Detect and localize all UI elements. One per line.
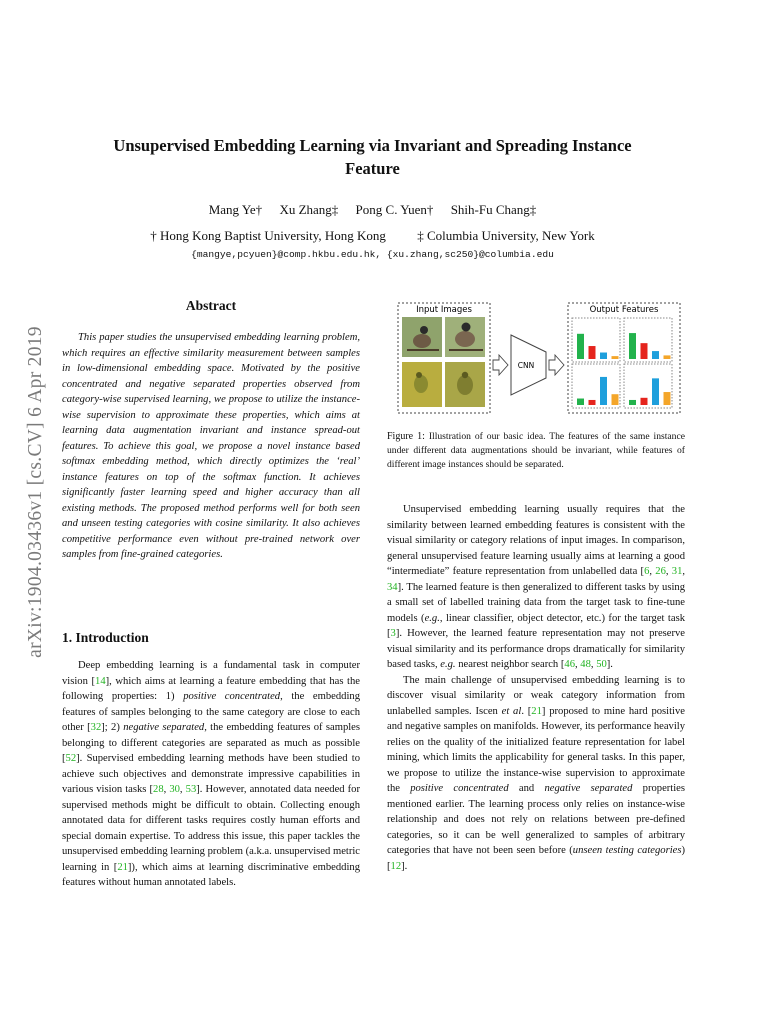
- affiliation: † Hong Kong Baptist University, Hong Kong: [150, 228, 386, 243]
- citation-link[interactable]: 26: [655, 566, 666, 577]
- bird-image-4: [445, 362, 485, 407]
- figure-1-caption: [387, 430, 685, 472]
- paper-title: Unsupervised Embedding Learning via Invariant and Spreading Instance Feature: [113, 136, 632, 178]
- citation-link[interactable]: 21: [117, 861, 128, 873]
- emphasis-text: e.g.: [424, 612, 440, 624]
- feature-bar: [629, 333, 636, 359]
- citation-link[interactable]: 52: [65, 753, 77, 764]
- feature-bar: [641, 343, 648, 359]
- emphasis-text: positive concentrated: [183, 691, 281, 702]
- feature-bar: [612, 356, 619, 359]
- feature-bar: [612, 394, 619, 405]
- cnn-label: CNN: [517, 361, 535, 370]
- bird-image-1: [402, 317, 442, 357]
- citation-link[interactable]: 32: [90, 722, 102, 733]
- feature-bar: [589, 346, 596, 359]
- arrow-right-icon: [549, 355, 564, 375]
- right-column-body: [387, 502, 685, 874]
- feature-bar: [641, 398, 648, 405]
- emphasis-text: unseen testing categories: [572, 845, 682, 856]
- citation-link[interactable]: 53: [185, 784, 197, 795]
- caption-text: Illustration of our basic idea. The features of the same instance under different data augmentations should be invariant, while features of different image instances should be separated.: [387, 431, 685, 470]
- arxiv-id: arXiv:1904.03436v1 [cs.CV] 6 Apr 2019: [25, 326, 46, 658]
- emphasis-text: positive concentrated: [410, 783, 509, 794]
- feature-panels: [572, 318, 672, 408]
- emphasis-text: e.g.: [440, 659, 456, 670]
- figure-1-diagram: [395, 300, 685, 418]
- citation-link[interactable]: 12: [390, 860, 402, 872]
- feature-bar: [577, 399, 584, 405]
- bird-image-3: [402, 362, 442, 407]
- citation-link[interactable]: 50: [596, 659, 607, 670]
- citation-link[interactable]: 48: [580, 659, 591, 670]
- feature-bar: [664, 355, 671, 359]
- citation-link[interactable]: 28: [153, 784, 164, 795]
- right-paragraph-1: Unsupervised embedding learning usually requires that the similarity between learned embedding features is consistent with the visual similarity or category relations of input images. In comparison, general unsupervised feature learning usually aims at learning a good “intermediate” feature representation from unlabelled data [6, 26, 31, 34]. The learned feature is then generalized to different tasks by using a small set of labelled training data from the target task to fine-tune models (e.g., linear classifier, object detector, etc.) for the target task [3]. However, the learned feature representation may not preserve visual similarity and its performance drops dramatically for similarity based tasks, e.g. nearest neighbor search [46, 48, 50].: [387, 504, 686, 670]
- author-name: Xu Zhang‡: [279, 202, 339, 217]
- author-name: Pong C. Yuen†: [355, 202, 434, 217]
- citation-link[interactable]: 14: [95, 675, 106, 687]
- feature-bar: [664, 392, 671, 405]
- abstract-paragraph: This paper studies the unsupervised embedding learning problem, which requires an effective similarity measurement between samples in low-dimensional embedding space. Motivated by the positive concentrated and negative separated properties observed from category-wise supervised learning, we propose to utilize the instance-wise supervision to approximate these properties, which aims at learning data augmentation invariant and instance spread-out features. To achieve this goal, we propose a novel instance based softmax embedding method, which directly optimizes the ‘real’ instance features on top of the softmax function. It achieves significantly faster learning speed and higher accuracy than all existing methods. The proposed method performs well for both seen and unseen testing categories with cosine similarity. It also achieves competitive performance even without pre-trained network over samples from fine-grained categories.: [62, 332, 360, 560]
- input-images-label: Input Images: [416, 305, 472, 315]
- abstract-heading: Abstract: [185, 298, 237, 313]
- feature-bar: [600, 377, 607, 405]
- emphasis-text: et al: [501, 705, 522, 717]
- feature-bar: [652, 351, 659, 359]
- author-name: Shih-Fu Chang‡: [450, 202, 537, 217]
- citation-link[interactable]: 34: [387, 581, 398, 593]
- citation-link[interactable]: 31: [671, 566, 683, 577]
- arxiv-stamp: [0, 0, 60, 1024]
- introduction-body: [62, 658, 360, 891]
- citation-link[interactable]: 21: [531, 705, 542, 717]
- output-features-label: Output Features: [589, 305, 659, 315]
- intro-paragraph: Deep embedding learning is a fundamental task in computer vision [14], which aims at learning a feature embedding that has the following properties: 1) positive concentrated, the embedding features of samples belonging to the same category are close to each other [32]; 2) negative separated, the embedding features of samples belonging to different categories are separated as much as possible [52]. Supervised embedding learning methods have been studied to achieve such objectives and demonstrate impressive capabilities in various vision tasks [28, 30, 53]. However, annotated data needed for supervised methods might be difficult to obtain. Collecting enough annotated data for different tasks requires costly human efforts and special domain expertise. To address this issue, this paper tackles the unsupervised embedding learning problem (a.k.a. unsupervised metric learning in [21]), which aims at learning discriminative embedding features without human annotated labels.: [62, 660, 361, 888]
- author-list: [110, 202, 635, 218]
- affiliation-list: [110, 228, 635, 244]
- feature-bar: [652, 378, 659, 405]
- feature-bar: [577, 334, 584, 359]
- figure-1: [395, 300, 685, 418]
- author-name: Mang Ye†: [208, 202, 263, 217]
- right-paragraph-2: The main challenge of unsupervised embedding learning is to discover visual similarity or weak category information from unlabelled samples. Iscen et al. [21] proposed to mine hard positive and negative samples on manifolds. However, its performance heavily relies on the quality of the initialized feature representation for label mining, which limits the applicability for general tasks. In this paper, we propose to utilize the instance-wise supervision to approximate the positive concentrated and negative separated properties mentioned earlier. The learning process only relies on instance-wise relationship and does not rely on relations between pre-defined categories, so it can be well generalized to samples of arbitrary categories that have not been seen before (unseen testing categories) [12].: [387, 674, 686, 872]
- feature-bar: [600, 353, 607, 359]
- abstract-body: [62, 330, 360, 563]
- citation-link[interactable]: 46: [564, 659, 575, 670]
- feature-bar: [629, 400, 636, 405]
- affiliation: ‡ Columbia University, New York: [417, 228, 595, 243]
- bird-image-2: [445, 317, 485, 357]
- arrow-right-icon: [493, 355, 508, 375]
- citation-link[interactable]: 30: [169, 784, 180, 795]
- caption-label: Figure 1:: [387, 431, 425, 442]
- author-emails: {mangye,pcyuen}@comp.hkbu.edu.hk, {xu.zhang,sc250}@columbia.edu: [191, 249, 554, 260]
- section-heading-introduction: 1. Introduction: [62, 630, 149, 645]
- citation-link[interactable]: 3: [390, 628, 396, 639]
- feature-bar: [589, 400, 596, 405]
- citation-link[interactable]: 6: [644, 566, 650, 577]
- emphasis-text: negative separated: [544, 783, 633, 794]
- emphasis-text: negative separated: [123, 722, 205, 733]
